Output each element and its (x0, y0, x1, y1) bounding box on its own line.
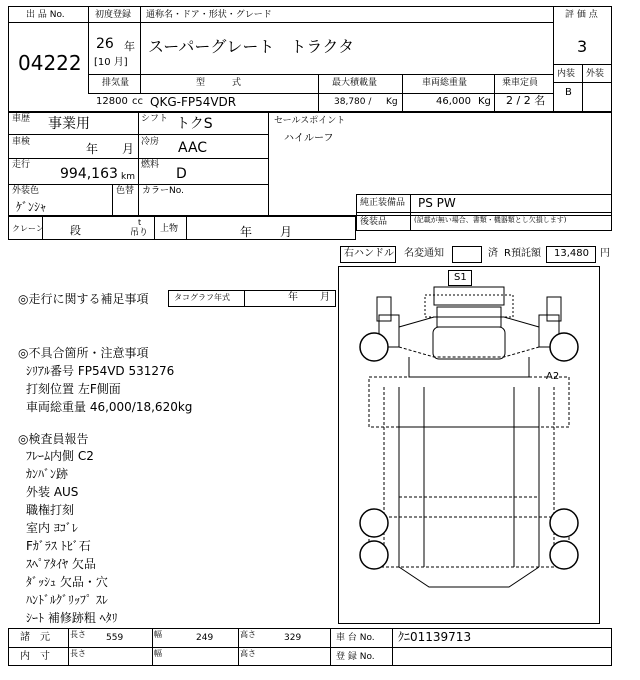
shift-label: シフト (141, 114, 169, 124)
inspection-label: 車検 (12, 137, 31, 147)
crane-steps: 段 (70, 224, 81, 237)
ac: AAC (178, 140, 208, 156)
displacement-label: 排気量 (102, 78, 130, 88)
reg-month: [10 月] (94, 57, 128, 68)
recycle-label: 済 (488, 248, 498, 259)
inspector-line: Fｶﾞﾗｽ ﾄﾋﾞ石 (26, 539, 91, 553)
history-label: 車歴 (12, 114, 31, 124)
crane-label: クレーン (12, 224, 44, 233)
history: 事業用 (48, 116, 90, 132)
max-load-unit: Kg (386, 97, 398, 107)
gross-weight: 46,000 (436, 96, 471, 107)
width: 249 (196, 633, 214, 643)
recycle-unit: 円 (600, 248, 610, 259)
defect-line: 車両総重量 46,000/18,620kg (26, 400, 193, 414)
mileage-label: 走行 (12, 160, 31, 170)
name-label: 通称名・ドア・形状・グレード (146, 10, 272, 20)
inspector-line: ﾊﾝﾄﾞﾙｸﾞﾘｯﾌﾟ ｽﾚ (26, 593, 108, 607)
displacement-unit: cc (132, 96, 143, 107)
lot-no: 04222 (18, 51, 82, 75)
reg-year: 26 (96, 36, 114, 52)
exterior-grade-label: 外装 (586, 69, 605, 79)
crane-hang: 吊り (130, 228, 149, 238)
inspector-label: ◎検査員報告 (18, 432, 89, 446)
truck-outline (339, 267, 599, 623)
inspector-line: 室内 ﾖｺﾞﾚ (26, 521, 78, 535)
reg-year-unit: 年 (124, 40, 135, 53)
color: ｹﾞﾝｼｬ (16, 200, 47, 214)
inspection-year: 年 (86, 142, 99, 156)
sales-point: ハイルーフ (284, 133, 334, 144)
max-load: 38,780 / (334, 97, 372, 107)
fuel: D (176, 166, 187, 182)
max-load-label: 最大積載量 (332, 78, 378, 88)
mark-a2-label: A2 (546, 371, 560, 382)
name-change-label: 名変通知 (404, 248, 444, 259)
upper-month: 月 (280, 225, 293, 239)
length: 559 (106, 633, 124, 643)
width-label: 幅 (154, 630, 162, 639)
name-change-box (452, 246, 482, 263)
score-label: 評 価 点 (565, 10, 598, 20)
color-label: 外装色 (12, 186, 40, 196)
rhd: 右ハンドル (344, 248, 394, 259)
inspector-line: ﾌﾚｰﾑ内側 C2 (26, 449, 94, 463)
sales-point-label: セールスポイント (274, 116, 346, 126)
inner-height-label: 高さ (240, 649, 256, 658)
recycle-fee-label: R預託額 (504, 248, 541, 259)
mileage-unit: km (121, 172, 135, 182)
inspector-line: ｼｰﾄ 補修跡粗 ﾍﾀﾘ (26, 611, 118, 625)
inspector-line: ｽﾍﾟｱﾀｲﾔ 欠品 (26, 557, 96, 571)
upper-label: 上物 (160, 224, 179, 234)
inspector-line: 外装 AUS (26, 485, 79, 499)
length-label: 長さ (70, 630, 86, 639)
upper-year: 年 (240, 225, 253, 239)
recycle-fee: 13,480 (554, 248, 589, 259)
mileage: 994,163 (60, 166, 118, 182)
first-reg-label: 初度登録 (95, 10, 132, 20)
inner-label: 内 寸 (20, 651, 50, 662)
shift: トクS (176, 116, 213, 132)
displacement: 12800 (96, 96, 128, 107)
crane-row (8, 216, 356, 240)
equipment-label: 純正装備品 (360, 198, 406, 208)
inspection-month: 月 (122, 142, 135, 156)
mark-s1-label: S1 (454, 272, 467, 283)
defects-label: ◎不具合箇所・注意事項 (18, 346, 149, 360)
defect-line: 打刻位置 左F側面 (26, 382, 121, 396)
gross-weight-unit: Kg (478, 96, 491, 107)
ac-label: 冷房 (141, 137, 160, 147)
color-code-label: カラーNo. (142, 186, 184, 196)
driving-notes-label: ◎走行に関する補足事項 (18, 292, 149, 306)
gross-weight-label: 車両総重量 (422, 78, 468, 88)
model-name: スーパーグレート トラクタ (148, 37, 355, 56)
defect-line: ｼﾘｱﾙ番号 FP54VD 531276 (26, 364, 175, 378)
score: 3 (577, 37, 588, 56)
interior-grade-label: 内装 (557, 69, 576, 79)
equipment: PS PW (418, 196, 456, 210)
inspector-line: 職権打刻 (26, 503, 75, 517)
specs-label: 諸 元 (20, 632, 50, 643)
height: 329 (284, 633, 302, 643)
model-code-label: 型 式 (196, 78, 242, 88)
fuel-label: 燃料 (141, 160, 160, 170)
inspector-line: ｶﾝﾊﾞﾝ跡 (26, 467, 69, 481)
model-code: QKG-FP54VDR (150, 95, 237, 109)
capacity-label: 乗車定員 (502, 78, 539, 88)
tacho-label: タコグラフ年式 (174, 293, 230, 302)
color-change-label: 色替 (116, 186, 135, 196)
capacity: 2 / 2 名 (506, 94, 546, 107)
height-label: 高さ (240, 630, 256, 639)
crane-ton: t (138, 218, 142, 227)
inner-length-label: 長さ (70, 649, 86, 658)
tacho-month: 月 (320, 292, 330, 303)
aftermarket-note: (記載が無い場合、書類・機器類とし欠損します) (414, 216, 567, 224)
inner-width-label: 幅 (154, 649, 162, 658)
chassis-no: ｸﾆ01139713 (398, 630, 472, 644)
reg-no-label: 登 録 No. (336, 652, 375, 662)
inspector-line: ﾀﾞｯｼｭ 欠品・穴 (26, 575, 108, 589)
aftermarket-label: 後装品 (360, 217, 388, 227)
interior-grade: B (565, 87, 572, 98)
tacho-year: 年 (288, 292, 298, 303)
truck-diagram (338, 266, 600, 624)
chassis-label: 車 台 No. (336, 633, 375, 643)
lot-no-label: 出 品 No. (26, 10, 65, 20)
